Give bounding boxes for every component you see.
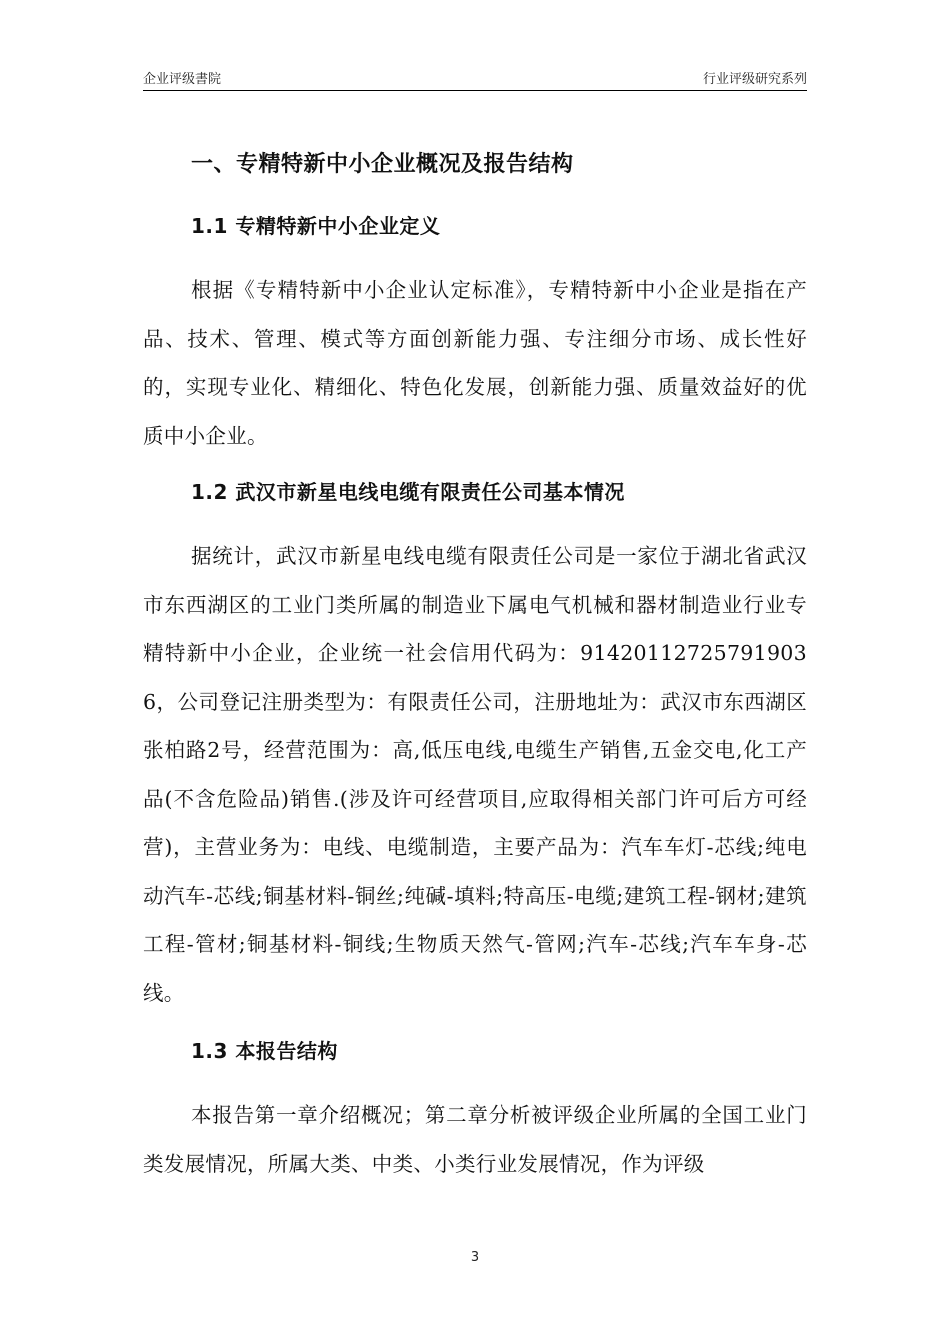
section-heading-1-2: 1.2 武汉市新星电线电缆有限责任公司基本情况 [191, 480, 625, 504]
chapter-title: 一、专精特新中小企业概况及报告结构 [191, 152, 574, 177]
page-header [143, 66, 807, 91]
header-right-text: 行业评级研究系列 [702, 72, 807, 87]
section-heading-1-1: 1.1 专精特新中小企业定义 [191, 214, 441, 238]
section-paragraph-1-1: 根据《专精特新中小企业认定标准》，专精特新中小企业是指在产品、技术、管理、模式等方面创新能力强、专注细分市场、成长性好的，实现专业化、精细化、特色化发展，创新能力强、质量效益好的优质中小企业。 [143, 278, 807, 448]
document-body [143, 140, 807, 1188]
header-left-text: 企业评级書院 [143, 72, 222, 87]
page-number: 3 [470, 1250, 480, 1265]
section-heading-1-3: 1.3 本报告结构 [191, 1039, 338, 1063]
section-paragraph-1-2: 据统计，武汉市新星电线电缆有限责任公司是一家位于湖北省武汉市东西湖区的工业门类所属的制造业下属电气机械和器材制造业行业专精特新中小企业，企业统一社会信用代码为：914201127257919036，公司登记注册类型为：有限责任公司，注册地址为：武汉市东西湖区张柏路2号，经营范围为：高,低压电线,电缆生产销售,五金交电,化工产品(不含危险品)销售.(涉及许可经营项目,应取得相关部门许可后方可经营)，主营业务为：电线、电缆制造，主要产品为：汽车车灯-芯线;纯电动汽车-芯线;铜基材料-铜丝;纯碱-填料;特高压-电缆;建筑工程-钢材;建筑工程-管材;铜基材料-铜线;生物质天然气-管网;汽车-芯线;汽车车身-芯线。 [143, 544, 807, 1005]
section-paragraph-1-3: 本报告第一章介绍概况；第二章分析被评级企业所属的全国工业门类发展情况，所属大类、中类、小类行业发展情况，作为评级 [143, 1103, 807, 1176]
